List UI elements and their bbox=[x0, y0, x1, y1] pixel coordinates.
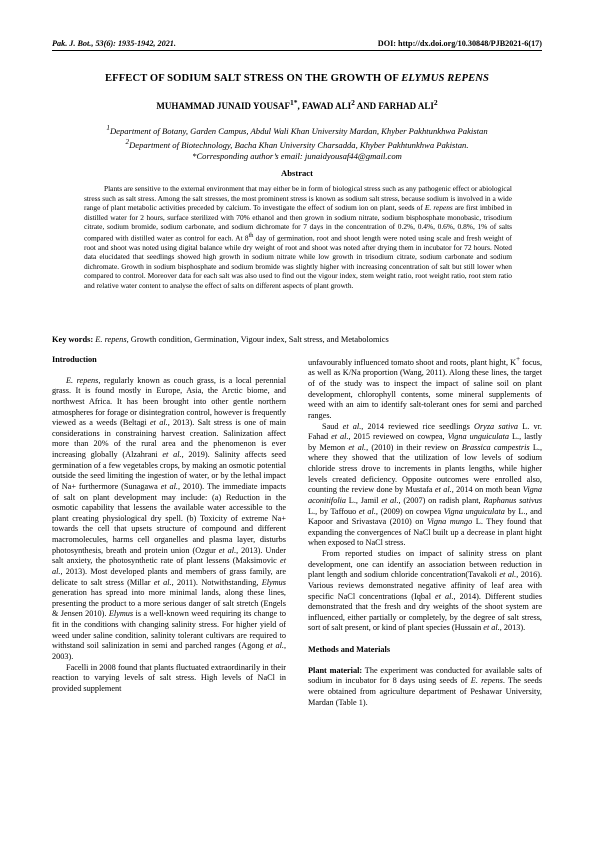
paragraph: Saud et al., 2014 reviewed rice seedlings Oryza sativa L. vr. Fahad et al., 2015 reviewed on cowpea, Vigna unguiculata L., lastly by Memon et al., (2010) in their review on Brassica campestris L., where they showed that the utilization of low levels of sodium chloride stress drove to increments in plants lengths, while higher levels created deficiency. Opposite outcomes were enrolled also, counting the review done by Mustafa et al., 2014 on moth bean Vigna aconitifolia L., Jamil et al., (2007) on radish plant, Raphanus sativus L., by Taffouo et al., (2009) on cowpea Vigna unguiculata by L., and Kapoor and Srivastava (2010) on Vigna mungo L. They found that expanding the convergences of NaCl built up a decrease in plant hight when exposed to NaCl stress. bbox=[308, 421, 543, 548]
author-list: MUHAMMAD JUNAID $YOUSAF^{1*}$, FAWAD ALI$^2$ AND FARHAD ALI$^2$ bbox=[156, 98, 438, 111]
paragraph: From reported studies on impact of salinity stress on plant development, one can identify an association between reduction in plant length and sodium chloride concentration(Tavakoli et al., 2016). Various reviews demonstrated negative affinity of leaf area with specific NaCl concentrations (Iqbal et al., 2014). Different studies demonstrated that the fresh and dry weights of the shoot system are influenced, either partially or completely, by the degree of salt stress, sort of salt present, or kind of plant species (Hussain et al., 2013). bbox=[308, 549, 543, 633]
keywords: Key words: E. repens, Growth condition, Germination, Vigour index, Salt stress, and Metabolomics bbox=[52, 335, 389, 344]
header-rule bbox=[52, 50, 542, 51]
right-column bbox=[308, 355, 542, 708]
journal-citation: Pak. J. Bot., 53(6): 1935-1942, 2021. bbox=[52, 39, 176, 48]
abstract-body: Plants are sensitive to the external environment that may either be in form of biological stress such as any pathogenic effect or abiological stress such as salt stress. Among the salt stresses, the most prominent stress is known as sodium salt stress, because sodium is involved in a wide range of plant metabolic activities preceded by calcium. To investigate the effect of sodium ion on plant, seeds of E. repens are first imbibed in distilled water for 2 hours, surface sterilized with 70% ethanol and then grown in sodium nitrate, sodium bisphosphate monobasic, trisodium citrate, sodium bromide, sodium carbonate, and sodium dichromate for 7 days in the concentration of 0.2%, 0.4%, 0.6%, 0.8%, 1% of salts compared with distilled water as control for each. At 8th day of germination, root and shoot length were noted using scale and fresh weight of root and shoot was noted using digital balance while dry weight of root and shoot was noted after drying them in incubator for 72 hours. Noted data elucidated that seedlings showed high growth in sodium nitrate while low growth in trisodium citrate, sodium carbonate and sodium dichromate. Growth in sodium bisphosphate and sodium bromide was slightly higher with increasing concentration of salt but still lower when compared to control. Moreover data for each salt was also used to find out the vigour index, stem weight ratio, root weight ratio, root stem ratio and relative water content to analyse the effect of salts on different aspects of plant growth. bbox=[84, 184, 512, 290]
paragraph-plant-material: Plant material: The experiment was conducted for available salts of sodium in incubator for 8 days using seeds of E. repens. The seeds were obtained from agriculture department of Peshawar University, Mardan (Table 1). bbox=[308, 665, 542, 707]
section-heading-introduction: Introduction bbox=[52, 355, 97, 364]
paragraph: unfavourably influenced tomato shoot and roots, plant hight, K+ focus, as well as K/Na proportion (Wang, 2011). Along these lines, the target of of the study was to inspect the impact of saline soil on plant development, chlorophyll contents, some mineral supplements of weed with an aim to identify salt-tolerant ones for semi and parched ranges. bbox=[308, 356, 543, 420]
doi-link[interactable]: DOI: http://dx.doi.org/10.30848/PJB2021-6(17) bbox=[377, 39, 542, 48]
paper-title: EFFECT OF SODIUM SALT STRESS ON THE GROWTH OF ELYMUS REPENS bbox=[104, 73, 490, 84]
paragraph: Facelli in 2008 found that plants fluctuated extraordinarily in their reaction to varying levels of salt stress. High levels of NaCl in provided supplement bbox=[52, 662, 286, 693]
abstract-heading: Abstract bbox=[281, 168, 313, 178]
left-column bbox=[52, 355, 286, 694]
paragraph: E. repens, regularly known as couch grass, is a local perennial grass. It is found mostly in Europe, Asia, the Arctic biome, and northwest Africa. It has been brought into other gentle northern atmospheres for forage or disintegration control, however is frequently viewed as a weeds (Beltagi et al., 2013). Salt stress is one of main considerations in constraining harvest creation. Salinization affect more than 20% of the rural area and the phenomenon is ever increasing globally (Alzahrani et al., 2019). Salinity affects seed germination of a few vegetables crops, by making an osmotic potential outside the seed limiting the ingestion of water, or by the lethal impact of Na+ furthermore (Sunagawa et al., 2010). The immediate impacts of salt on plant development may include: (a) Reduction in the osmotic capability that lessens the available water accessible to the plant creating physiological dry spell. (b) Toxicity of extreme Na+ towards the cell that upsets structure of compound and different macromolecules, harms cell organelles and plasma layer, disturbs photosynthesis, breath and protein union (Ozgur et al., 2013). Under salt anxiety, the photosynthetic rate of plant lessens (Maksimovic et al., 2013). Most developed plants and members of grass family, are delicate to salt stress (Millar et al., 2011). Notwithstanding, Elymus generation has spread into more minimal lands, along these lines, presenting the product to a more serious danger of salt stretch (Engels & Jensen 2010). Elymus is a well-known weed requiring its change to fit in the conditions with changing salinity stress. For higher yield of weed under saline condition, salinity tolerant cultivars are required to withstand soil salinization in semi and parched ranges (Agong et al., 2003). bbox=[52, 375, 287, 661]
affiliations: $^1$Department of Botany, Garden Campus, Abdul Wali Khan University Mardan, Khyber Pakhtunkhwa Pakistan $^2$Department of Biotechnology, Bacha Khan University Charsadda, Khyber Pakhtunkhwa Pakistan. *Corresponding author’s email: junaidyousaf44@gmail.com bbox=[106, 124, 488, 161]
section-heading-methods: Methods and Materials bbox=[308, 645, 391, 654]
